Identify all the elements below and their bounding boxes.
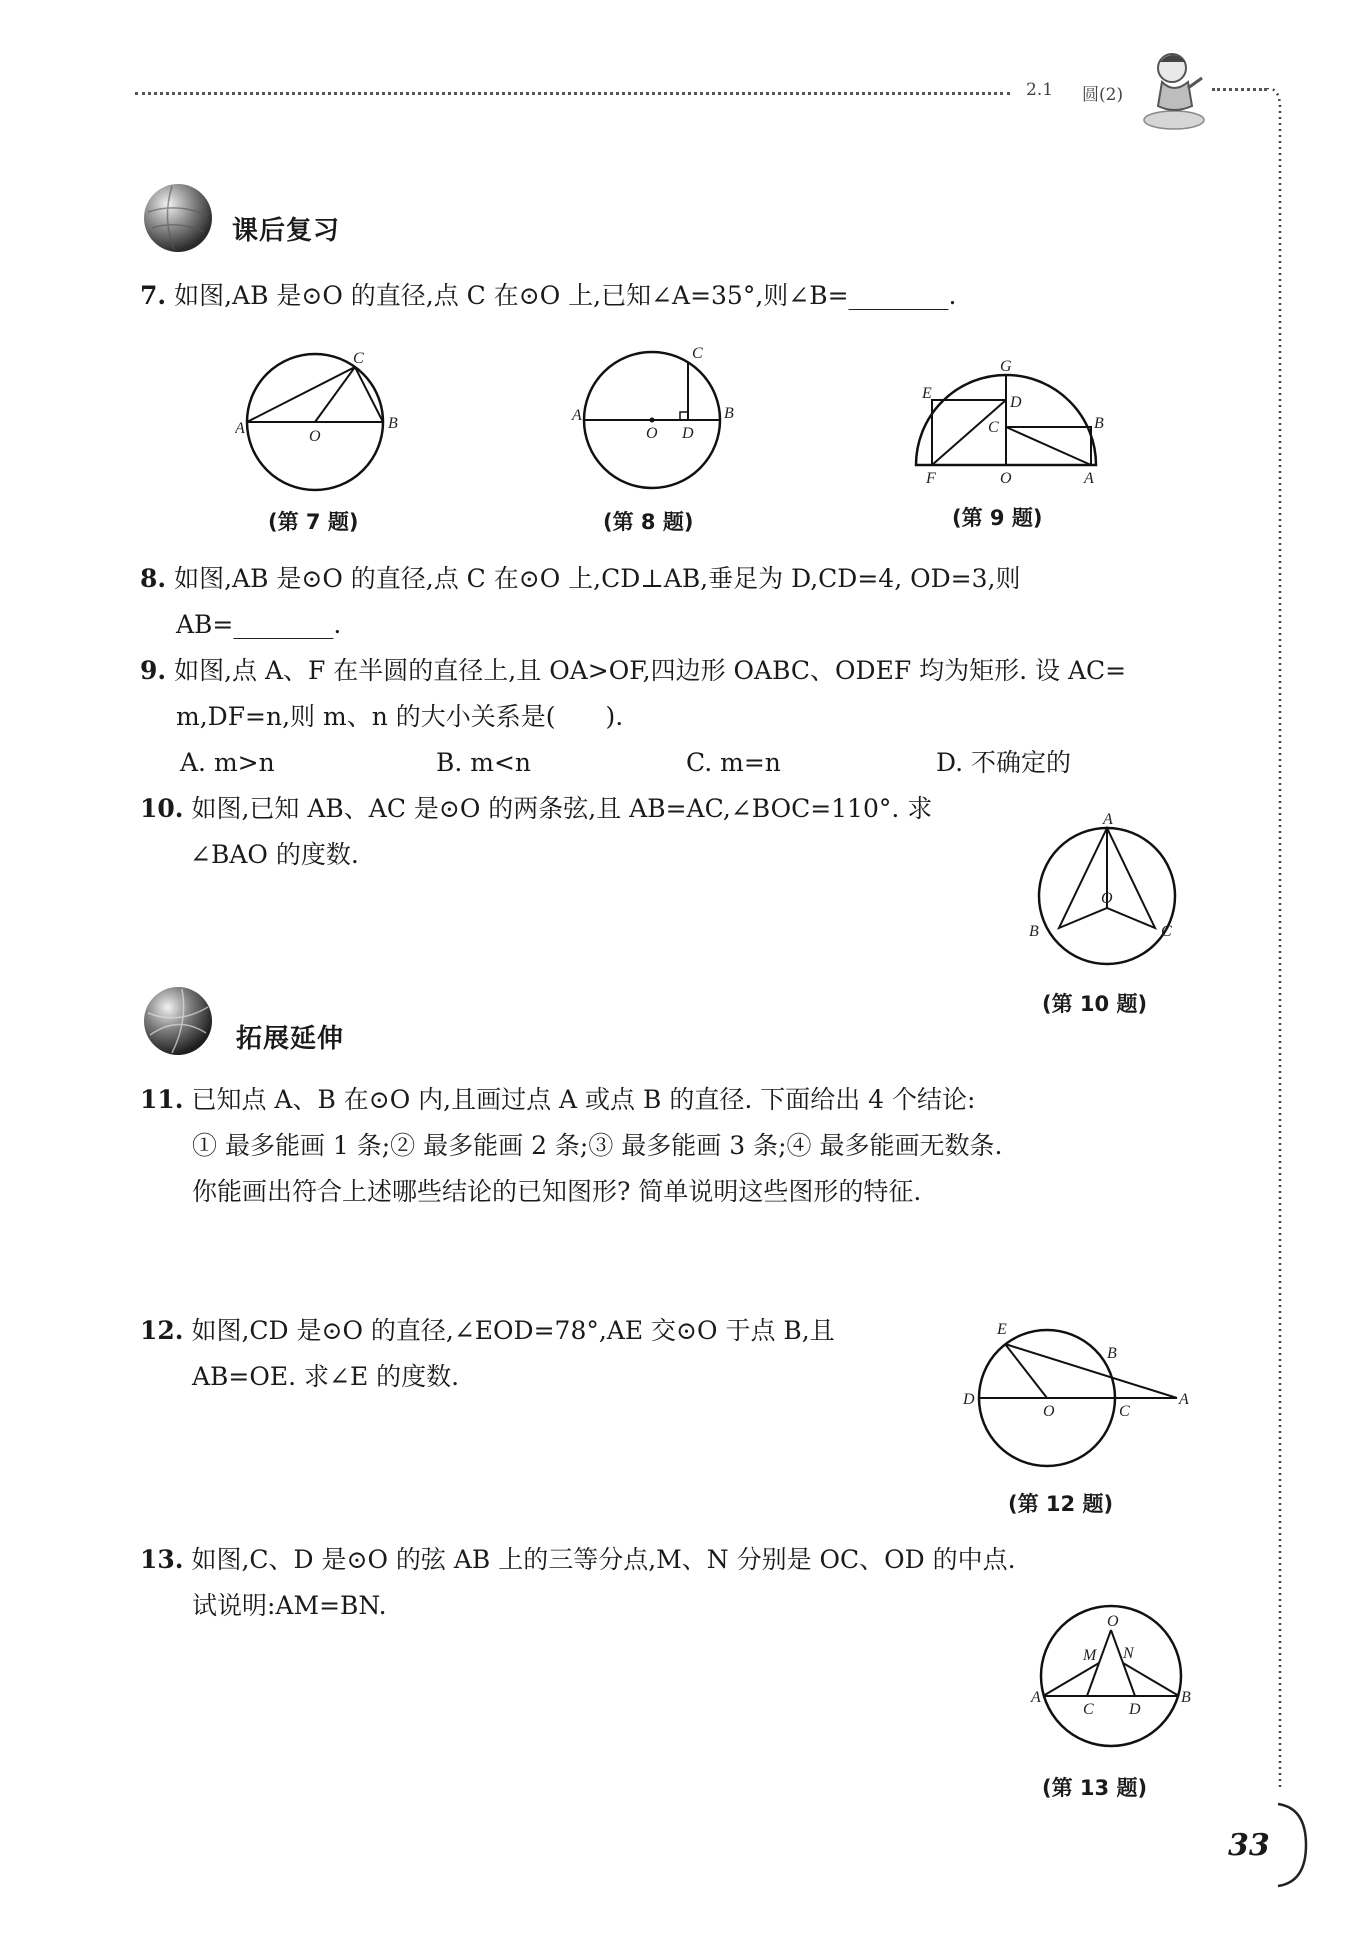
label-A: A [1031,1689,1041,1706]
caption-figure-13: (第 13 题) [1042,1776,1148,1800]
option-a: A. m>n [180,748,275,777]
page-margin-rule [1240,88,1300,1888]
question-text: 已知点 A、B 在⊙O 内,且画过点 A 或点 B 的直径. 下面给出 4 个结论: [191,1085,976,1114]
caption-figure-10: (第 10 题) [1042,992,1148,1016]
label-C: C [1083,1701,1094,1718]
label-E: E [997,1321,1007,1338]
label-A: A [572,407,582,424]
option-d: D. 不确定的 [936,748,1072,777]
label-B: B [724,405,734,422]
label-B: B [1094,415,1104,432]
question-text: 如图,已知 AB、AC 是⊙O 的两条弦,且 AB=AC,∠BOC=110°. 求 [191,794,933,823]
mascot-icon [1138,48,1210,132]
question-8 [140,556,1020,602]
label-B: B [388,415,398,432]
label-D: D [963,1391,975,1408]
question-9 [140,648,1126,694]
header-dotted-rule [135,92,1010,95]
caption-figure-8: (第 8 题) [603,510,694,534]
label-O: O [646,425,658,442]
label-O: O [309,428,321,445]
question-number: 13. [140,1545,184,1574]
question-11-line-2: ① 最多能画 1 条;② 最多能画 2 条;③ 最多能画 3 条;④ 最多能画无数条. [192,1131,1003,1160]
label-E: E [922,385,932,402]
question-7 [140,273,957,319]
page-number: 33 [1228,1828,1270,1863]
label-O: O [1000,470,1012,487]
label-C: C [692,345,703,362]
label-N: N [1123,1645,1134,1662]
header-section-number: 2.1 [1026,80,1054,100]
caption-figure-7: (第 7 题) [268,510,359,534]
figure-9 [902,355,1122,490]
label-A: A [235,420,245,437]
figure-12 [955,1312,1195,1477]
question-text: 如图,C、D 是⊙O 的弦 AB 上的三等分点,M、N 分别是 OC、OD 的中点. [191,1545,1016,1574]
label-B: B [1029,923,1039,940]
section-title-extension: 拓展延伸 [236,1024,345,1054]
page-number-bracket [1270,1800,1310,1890]
question-11-line-3: 你能画出符合上述哪些结论的已知图形? 简单说明这些图形的特征. [192,1177,922,1206]
question-13-line-2: 试说明:AM=BN. [192,1591,387,1620]
question-9-line-2: m,DF=n,则 m、n 的大小关系是( ). [176,702,624,731]
option-b: B. m<n [436,748,532,777]
option-c: C. m=n [686,748,781,777]
question-10-line-2: ∠BAO 的度数. [190,840,359,869]
label-C: C [988,419,999,436]
question-12-line-2: AB=OE. 求∠E 的度数. [192,1362,460,1391]
figure-13 [1025,1598,1195,1758]
question-number: 11. [140,1085,184,1114]
label-O: O [1101,890,1113,907]
figure-10 [1025,808,1195,968]
question-number: 12. [140,1316,184,1345]
figure-8 [568,340,748,495]
question-10 [140,786,932,832]
question-text: 如图,点 A、F 在半圆的直径上,且 OA>OF,四边形 OABC、ODEF 均为矩形. 设 AC= [174,656,1127,685]
question-text: 如图,CD 是⊙O 的直径,∠EOD=78°,AE 交⊙O 于点 B,且 [191,1316,835,1345]
section-title-review: 课后复习 [232,216,341,246]
label-C: C [1161,923,1172,940]
label-A: A [1103,811,1113,828]
label-C: C [1119,1403,1130,1420]
caption-figure-12: (第 12 题) [1008,1492,1114,1516]
label-M: M [1083,1647,1097,1664]
figure-7 [235,345,405,495]
label-D: D [1010,394,1022,411]
label-F: F [926,470,936,487]
question-number: 8. [140,564,167,593]
label-G: G [1000,358,1012,375]
header-title: 圆(2) [1082,85,1124,105]
question-8-line-2: AB=________. [176,610,342,639]
question-text: 如图,AB 是⊙O 的直径,点 C 在⊙O 上,CD⊥AB,垂足为 D,CD=4, OD=3,则 [174,564,1021,593]
sphere-icon [142,182,214,254]
label-D: D [1129,1701,1141,1718]
question-11 [140,1077,975,1123]
label-A: A [1179,1391,1189,1408]
label-O: O [1107,1613,1119,1630]
label-B: B [1107,1345,1117,1362]
question-number: 7. [140,281,167,310]
question-text: 如图,AB 是⊙O 的直径,点 C 在⊙O 上,已知∠A=35°,则∠B=________. [174,281,957,310]
label-A: A [1084,470,1094,487]
label-C: C [353,350,364,367]
sphere-icon [142,985,214,1057]
question-number: 10. [140,794,184,823]
label-D: D [682,425,694,442]
caption-figure-9: (第 9 题) [952,506,1043,530]
question-number: 9. [140,656,167,685]
question-12 [140,1308,835,1354]
label-B: B [1181,1689,1191,1706]
question-13 [140,1537,1016,1583]
label-O: O [1043,1403,1055,1420]
